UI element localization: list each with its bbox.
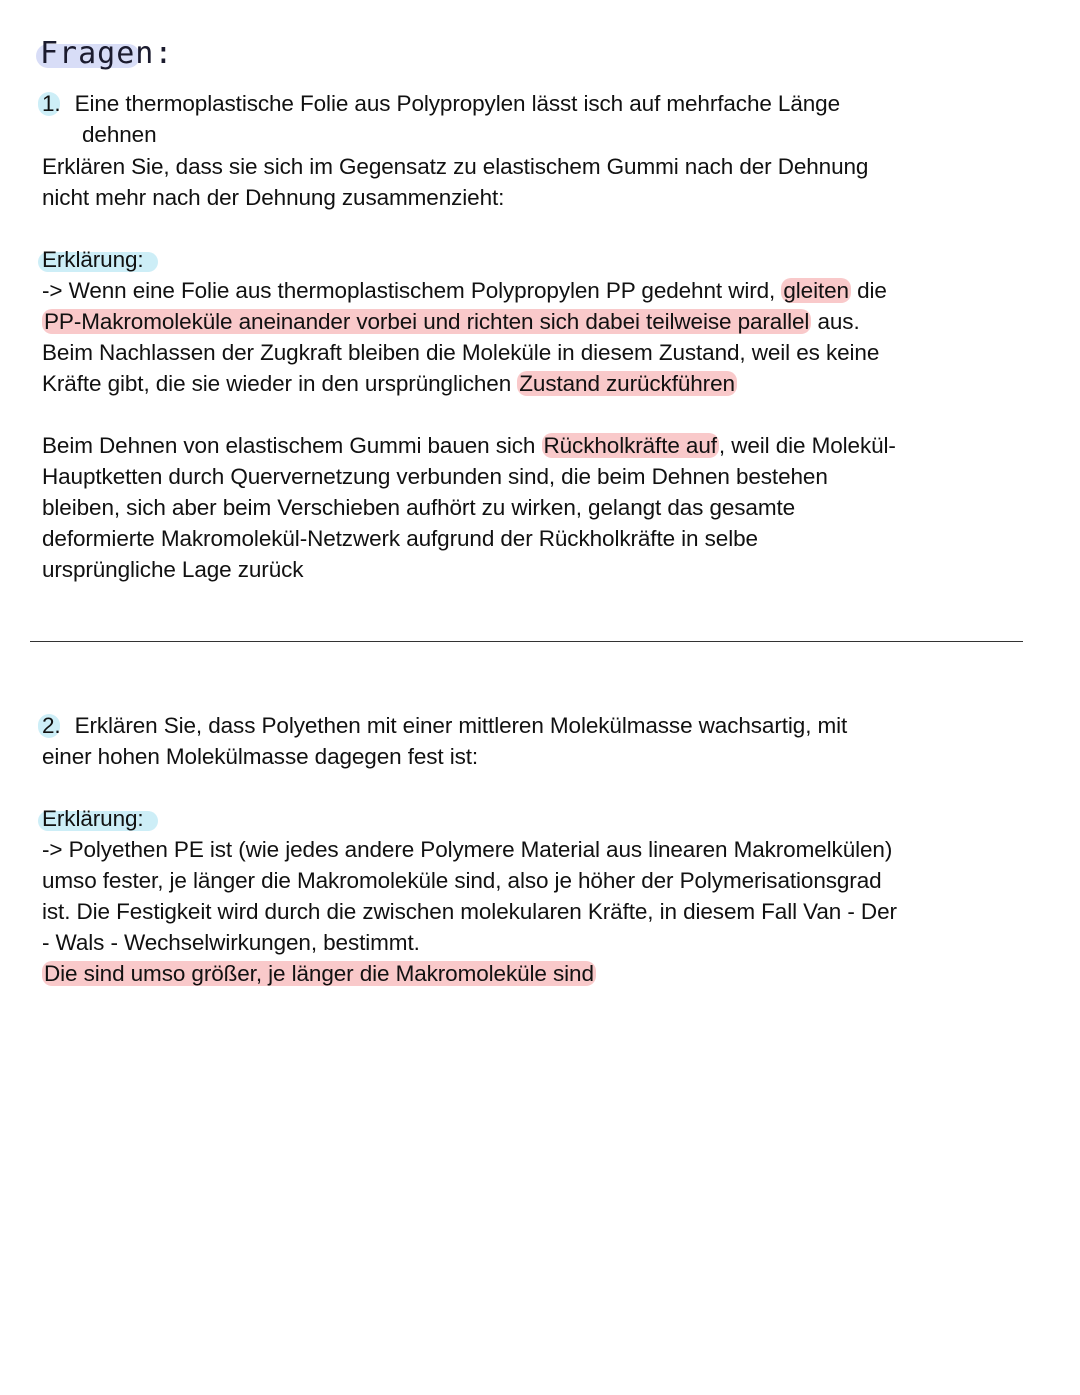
question-1-line-1: 1. Eine thermoplastische Folie aus Polypropylen lässt isch auf mehrfache Länge [42, 88, 1042, 119]
question-1-line-2: dehnen [82, 122, 157, 147]
page-title: Fragen: [40, 36, 173, 72]
answer-2-line-4: - Wals - Wechselwirkungen, bestimmt. [42, 930, 420, 955]
highlight-umso-groesser: Die sind umso größer, je länger die Makromoleküle sind [44, 961, 594, 986]
question-2-line-2: einer hohen Molekülmasse dagegen fest ist: [42, 744, 479, 769]
answer-1-label: Erklärung: [42, 244, 1042, 275]
question-2-number: 2. [42, 710, 61, 741]
answer-2-line-3: ist. Die Festigkeit wird durch die zwischen molekularen Kräfte, in diesem Fall Van - Der [42, 899, 897, 924]
answer-1-line-1: -> Wenn eine Folie aus thermoplastischem Polypropylen PP gedehnt wird, gleiten die [42, 278, 887, 303]
answer-2-line-5 [42, 958, 1042, 989]
answer-1-line-7: bleiben, sich aber beim Verschieben aufhört zu wirken, gelangt das gesamte [42, 495, 796, 520]
question-1-line-3: Erklären Sie, dass sie sich im Gegensatz zu elastischem Gummi nach der Dehnung [42, 154, 869, 179]
answer-2-line-1: -> Polyethen PE ist (wie jedes andere Polymere Material aus linearen Makromelkülen) [42, 837, 893, 862]
question-1-line-4: nicht mehr nach der Dehnung zusammenzieht: [42, 185, 505, 210]
answer-1-line-2: PP-Makromoleküle aneinander vorbei und richten sich dabei teilweise parallel aus. [44, 309, 860, 334]
question-1-number: 1. [42, 88, 61, 119]
highlight-pp-makromolekuele: PP-Makromoleküle aneinander vorbei und richten sich dabei teilweise parallel [44, 309, 810, 334]
answer-1-line-8: deformierte Makromolekül-Netzwerk aufgrund der Rückholkräfte in selbe [42, 526, 758, 551]
section-divider [30, 641, 1023, 642]
answer-1-line-9: ursprüngliche Lage zurück [42, 557, 304, 582]
highlight-gleiten: gleiten [783, 278, 849, 303]
question-2-line-1: 2. Erklären Sie, dass Polyethen mit einer mittleren Molekülmasse wachsartig, mit [42, 710, 1042, 741]
answer-1-line-6: Hauptketten durch Quervernetzung verbunden sind, die beim Dehnen bestehen [42, 464, 828, 489]
answer-2-line-2: umso fester, je länger die Makromoleküle sind, also je höher der Polymerisationsgrad [42, 868, 882, 893]
highlight-rueckholkraefte: Rückholkräfte auf [543, 433, 717, 458]
answer-1-line-4: Kräfte gibt, die sie wieder in den ursprünglichen Zustand zurückführen [42, 371, 735, 396]
answer-1-line-3: Beim Nachlassen der Zugkraft bleiben die Moleküle in diesem Zustand, weil es keine [42, 340, 880, 365]
answer-1-line-5: Beim Dehnen von elastischem Gummi bauen sich Rückholkräfte auf, weil die Molekül- [42, 433, 896, 458]
highlight-zustand: Zustand zurückführen [519, 371, 735, 396]
answer-2-label: Erklärung: [42, 803, 1042, 834]
